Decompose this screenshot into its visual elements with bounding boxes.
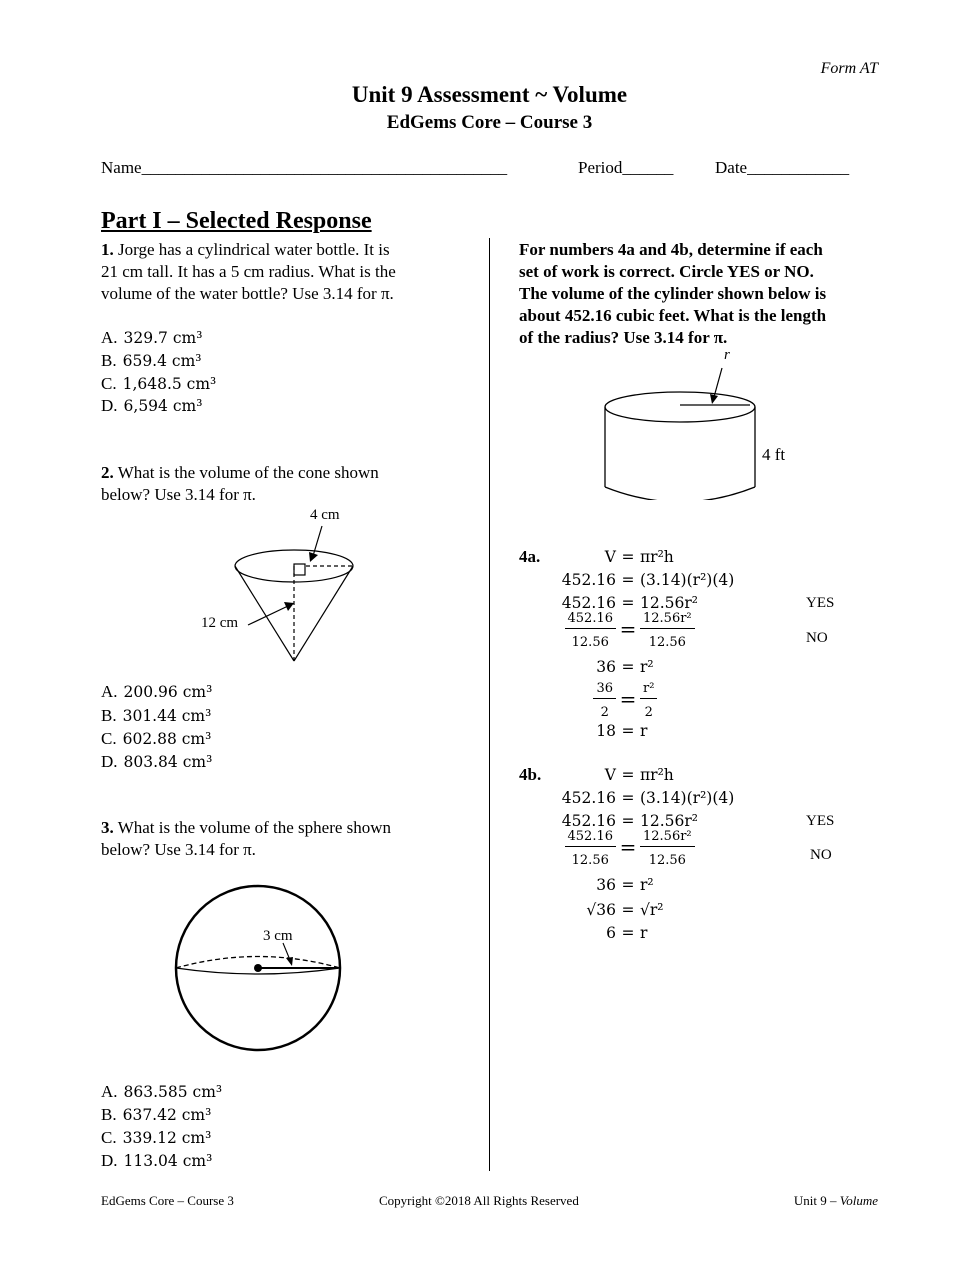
choice-letter: B. [101,706,117,725]
page-subtitle: EdGems Core – Course 3 [386,112,593,133]
q2-choice-b[interactable] [101,705,211,727]
q4b-label: 4b. [519,765,542,784]
sphere-diagram [170,880,350,1055]
choice-letter: B. [101,1105,117,1124]
date-field[interactable]: Date____________ [715,158,850,177]
equation-step: √36 = √r² [586,901,664,919]
q2-line: What is the volume of the cone shown [117,463,379,482]
choice-value: 301.44 cm³ [122,707,212,725]
choice-value: 329.7 cm³ [123,329,203,347]
q3-number: 3. [101,818,114,837]
cone-height-label: 12 cm [201,615,239,631]
q4b-no-option[interactable]: NO [810,847,832,863]
q3-choice-c[interactable] [101,1127,211,1149]
sphere-radius-label: 3 cm [263,928,293,944]
equation-step: V = πr²h [604,766,674,784]
q2-number: 2. [101,463,114,482]
choice-letter: C. [101,1128,117,1147]
cylinder-radius-label: r [724,347,730,363]
equation-step: 6 = r [606,924,648,942]
choice-value: 863.585 cm³ [123,1083,223,1101]
cone-diagram [190,500,370,670]
choice-letter: D. [101,1151,118,1170]
q1-line: Jorge has a cylindrical water bottle. It is [118,240,390,259]
choice-letter: A. [101,682,118,701]
footer-copyright: Copyright ©2018 All Rights Reserved [379,1193,579,1208]
choice-value: 602.88 cm³ [122,730,212,748]
part-heading: Part I – Selected Response [101,208,372,234]
q4-line: set of work is correct. Circle YES or NO. [519,262,814,281]
q4a-yes-option[interactable]: YES [806,595,835,611]
name-field[interactable]: Name___________________________________________ [101,158,508,177]
q3-choice-b[interactable] [101,1104,211,1126]
cylinder-diagram [600,360,765,500]
choice-letter: C. [101,729,117,748]
q4a-no-option[interactable]: NO [806,630,828,646]
choice-value: 637.42 cm³ [122,1106,212,1124]
q4-line: For numbers 4a and 4b, determine if each [519,240,823,259]
choice-letter: D. [101,396,118,415]
q1-line: volume of the water bottle? Use 3.14 for π. [101,284,394,303]
equation-step: 452.16 = (3.14)(r²)(4) [561,571,735,589]
choice-value: 339.12 cm³ [122,1129,212,1147]
q1-choice-b[interactable] [101,350,202,372]
q3-choice-d[interactable] [101,1150,212,1172]
period-field[interactable]: Period______ [578,158,674,177]
equation-step: 452.16 = 12.56r² [561,594,698,612]
equation-step: 36 = r² [596,876,654,894]
q2-choice-c[interactable] [101,728,211,750]
q3-line: What is the volume of the sphere shown [117,818,392,837]
choice-letter: D. [101,752,118,771]
choice-letter: C. [101,374,117,393]
equation-step: 18 = r [596,722,648,740]
equation-step: $\frac{452.16}{12.56}$ = $\frac{\text{12.56r²}}{12.56}$ [506,618,695,640]
q1-line: 21 cm tall. It has a 5 cm radius. What is the [101,262,396,281]
q1-text [101,239,396,305]
q1-number: 1. [101,240,114,259]
q1-choice-c[interactable] [101,373,216,395]
equation-step: $\frac{36}{2}$ = $\frac{\text{r²}}{2}$ [506,688,657,710]
form-label: Form AT [820,60,878,77]
q4a-label: 4a. [519,547,541,566]
choice-value: 200.96 cm³ [123,683,213,701]
footer-unit: Unit 9 – Volume [793,1193,878,1208]
q4-line: The volume of the cylinder shown below is [519,284,827,303]
equation-step: 36 = r² [596,658,654,676]
q2-choice-d[interactable] [101,751,212,773]
q4b-yes-option[interactable]: YES [806,813,835,829]
q4-instructions [519,239,826,349]
cone-radius-label: 4 cm [310,507,340,523]
choice-value: 659.4 cm³ [122,352,202,370]
q3-choice-a[interactable] [101,1081,222,1103]
q4-line: of the radius? Use 3.14 for π. [519,328,728,347]
equation-step: $\frac{452.16}{12.56}$ = $\frac{\text{12.56r²}}{12.56}$ [506,836,695,858]
choice-letter: A. [101,1082,118,1101]
q3-text [101,817,391,861]
equation-step: 452.16 = 12.56r² [561,812,698,830]
choice-letter: B. [101,351,117,370]
choice-value: 803.84 cm³ [123,753,213,771]
q3-line: below? Use 3.14 for π. [101,840,256,859]
q4-line: about 452.16 cubic feet. What is the length [519,306,827,325]
equation-step: V = πr²h [604,548,674,566]
column-divider [489,238,490,1171]
page-title: Unit 9 Assessment ~ Volume [351,82,628,107]
footer-course: EdGems Core – Course 3 [101,1193,234,1208]
equation-step: 452.16 = (3.14)(r²)(4) [561,789,735,807]
q2-line: below? Use 3.14 for π. [101,485,256,504]
q1-choice-d[interactable] [101,395,202,417]
q1-choice-a[interactable] [101,327,202,349]
q2-choice-a[interactable] [101,681,212,703]
cylinder-height-label: 4 ft [762,445,786,464]
choice-letter: A. [101,328,118,347]
choice-value: 1,648.5 cm³ [122,375,217,393]
choice-value: 113.04 cm³ [123,1152,213,1170]
choice-value: 6,594 cm³ [123,397,203,415]
